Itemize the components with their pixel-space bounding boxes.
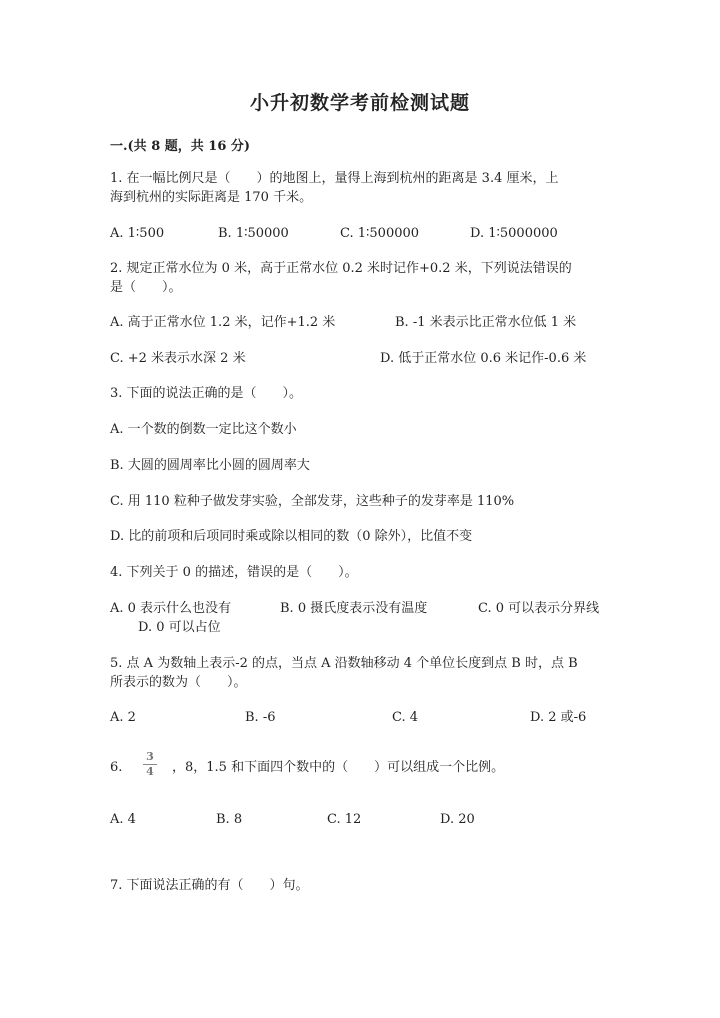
question-1-option-d: D. 1∶5000000 [470, 226, 558, 241]
question-6-option-b: B. 8 [216, 812, 243, 827]
question-4-stem-line-1: 4. 下列关于 0 的描述，错误的是（ ）。 [110, 565, 358, 580]
question-5-stem-line-2: 所表示的数为（ ）。 [110, 675, 247, 690]
question-5-option-b: B. -6 [245, 710, 276, 725]
fraction-three-quarters [143, 751, 157, 778]
question-4-option-a: A. 0 表示什么也没有 [110, 601, 232, 616]
section-heading: 一.(共 8 题，共 16 分) [110, 139, 251, 154]
question-3-option-b: B. 大圆的圆周率比小圆的圆周率大 [110, 458, 310, 473]
question-3-option-a: A. 一个数的倒数一定比这个数小 [110, 422, 297, 437]
question-2-stem-line-1: 2. 规定正常水位为 0 米，高于正常水位 0.2 米时记作+0.2 米，下列说法错误的 [110, 261, 572, 276]
question-1-option-a: A. 1∶500 [110, 226, 165, 241]
question-2-option-c: C. +2 米表示水深 2 米 [110, 351, 246, 366]
question-1-option-c: C. 1∶500000 [340, 226, 420, 241]
question-3-option-c: C. 用 110 粒种子做发芽实验，全部发芽，这些种子的发芽率是 110% [110, 494, 515, 509]
fraction-numerator: 3 [146, 750, 154, 763]
question-3-option-d: D. 比的前项和后项同时乘或除以相同的数（0 除外），比值不变 [110, 529, 473, 544]
question-1-option-b: B. 1∶50000 [218, 226, 289, 241]
question-5-option-d: D. 2 或-6 [530, 710, 587, 725]
question-7-stem-line-1: 7. 下面说法正确的有（ ）句。 [110, 878, 309, 893]
question-3-stem-line-1: 3. 下面的说法正确的是（ ）。 [110, 386, 303, 401]
question-6-stem-rest: ，8，1.5 和下面四个数中的（ ）可以组成一个比例。 [172, 760, 505, 775]
question-2-option-b: B. -1 米表示比正常水位低 1 米 [395, 315, 577, 330]
question-6-option-d: D. 20 [440, 812, 475, 827]
question-6-number: 6. [110, 760, 123, 775]
question-4-option-b: B. 0 摄氏度表示没有温度 [280, 601, 428, 616]
fraction-denominator: 4 [146, 765, 154, 778]
question-4-option-d: D. 0 可以占位 [138, 620, 221, 635]
page-title: 小升初数学考前检测试题 [249, 92, 470, 114]
question-6-option-c: C. 12 [327, 812, 362, 827]
question-2-option-d: D. 低于正常水位 0.6 米记作-0.6 米 [380, 351, 587, 366]
question-1-stem-line-2: 海到杭州的实际距离是 170 千米。 [110, 190, 313, 205]
question-5-option-c: C. 4 [392, 710, 419, 725]
question-6-option-a: A. 4 [110, 812, 136, 827]
question-4-option-c: C. 0 可以表示分界线 [478, 601, 600, 616]
question-2-stem-line-2: 是（ ）。 [110, 280, 182, 295]
question-5-stem-line-1: 5. 点 A 为数轴上表示-2 的点，当点 A 沿数轴移动 4 个单位长度到点 B 时，点 B [110, 656, 578, 671]
question-2-option-a: A. 高于正常水位 1.2 米，记作+1.2 米 [110, 315, 336, 330]
question-5-option-a: A. 2 [110, 710, 136, 725]
question-1-stem-line-1: 1. 在一幅比例尺是（ ）的地图上，量得上海到杭州的距离是 3.4 厘米，上 [110, 171, 559, 186]
